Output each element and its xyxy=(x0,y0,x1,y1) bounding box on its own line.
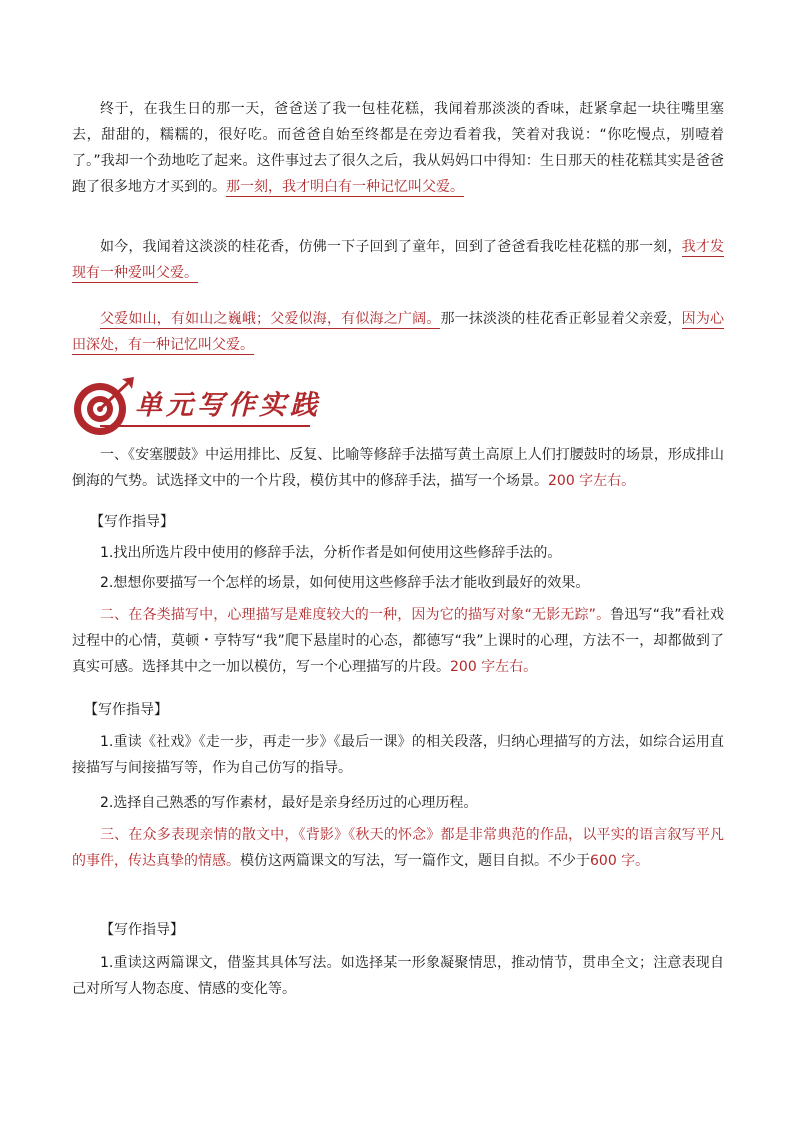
task-3-guide-1: 1.重读这两篇课文，借鉴其具体写法。如选择某一形象凝聚情思，推动情节，贯串全文；注意表现自己对所写人物态度、情感的变化等。 xyxy=(72,955,724,997)
task-3-text-a: 三、在众多表现亲情的散文中，《背影》《秋天的怀念》都是非常典范的作品，以平实的语言叙写平凡的事件，传达真挚的情感。 xyxy=(72,827,724,869)
task-1-prompt xyxy=(72,442,724,494)
story-paragraph-3-text: 那一抹淡淡的桂花香正彰显着父亲爱， xyxy=(440,311,682,327)
task-2-text-a: 二、在各类描写中，心理描写是难度较大的一种，因为它的描写对象“无影无踪”。 xyxy=(100,607,611,623)
task-2-guide-1: 1.重读《社戏》《走一步，再走一步》《最后一课》的相关段落，归纳心理描写的方法，如综合运用直接描写与间接描写等，作为自己仿写的指导。 xyxy=(72,734,724,776)
story-paragraph-3-highlight-1: 父爱如山，有如山之巍峨；父爱似海，有似海之广阔。 xyxy=(100,311,441,327)
task-1-guide-1: 1.找出所选片段中使用的修辞手法，分析作者是如何使用这些修辞手法的。 xyxy=(100,545,562,561)
story-paragraph-3 xyxy=(72,306,724,358)
task-1-word-count: 200 字左右。 xyxy=(548,473,636,489)
story-paragraph-2-text: 如今，我闻着这淡淡的桂花香，仿佛一下子回到了童年，回到了爸爸看我吃桂花糕的那一刻， xyxy=(100,239,682,255)
task-2-word-count: 200 字左右。 xyxy=(450,659,538,675)
section-title: 单元写作实践 xyxy=(135,390,321,421)
task-1-guide-label: 【写作指导】 xyxy=(90,514,174,530)
task-1-guide-2: 2.想想你要描写一个怎样的场景，如何使用这些修辞手法才能收到最好的效果。 xyxy=(100,575,590,591)
task-3-text-b: 模仿这两篇课文的写法，写一篇作文，题目自拟。不少于 xyxy=(240,853,590,869)
section-banner-underline xyxy=(100,425,310,427)
story-paragraph-2 xyxy=(72,234,724,286)
task-3-guide-label: 【写作指导】 xyxy=(100,922,184,938)
story-paragraph-3-highlight-2: 因为心田深处，有一种记忆叫父爱。 xyxy=(72,311,725,353)
target-dart-icon xyxy=(70,375,140,437)
task-3-word-count: 600 字。 xyxy=(590,853,650,869)
story-paragraph-2-highlight: 我才发现有一种爱叫父爱。 xyxy=(72,239,724,281)
story-paragraph-1-highlight: 那一刻，我才明白有一种记忆叫父爱。 xyxy=(226,179,464,195)
story-paragraph-1 xyxy=(72,96,724,200)
story-paragraph-1-text: 终于，在我生日的那一天，爸爸送了我一包桂花糕，我闻着那淡淡的香味，赶紧拿起一块往嘴里塞去，甜甜的，糯糯的，很好吃。而爸爸自始至终都是在旁边看着我，笑着对我说：“你吃慢点，别噎着了。”我却一个劲地吃了起来。这件事过去了很久之后，我从妈妈口中得知：生日那天的桂花糕其实是爸爸跑了很多地方才买到的。 xyxy=(72,101,724,195)
task-2-guide-2: 2.选择自己熟悉的写作素材，最好是亲身经历过的心理历程。 xyxy=(100,795,478,811)
task-1-text: 一、《安塞腰鼓》中运用排比、反复、比喻等修辞手法描写黄土高原上人们打腰鼓时的场景，形成排山倒海的气势。试选择文中的一个片段，模仿其中的修辞手法，描写一个场景。 xyxy=(72,447,724,489)
task-3-prompt xyxy=(72,822,724,874)
task-2-guide-label: 【写作指导】 xyxy=(84,702,168,718)
task-2-prompt xyxy=(72,602,724,680)
task-2-text-b: 鲁迅写“我”看社戏过程中的心情，莫顿・亨特写“我”爬下悬崖时的心态，都德写“我”上课时的心理，方法不一，却都做到了真实可感。选择其中之一加以模仿，写一个心理描写的片段。 xyxy=(72,607,724,675)
